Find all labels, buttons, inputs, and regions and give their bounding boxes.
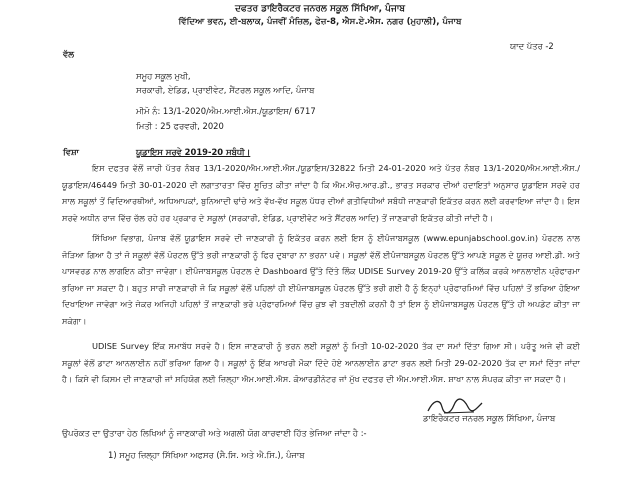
signatory-title: ਡਾਇਰੈਕਟਰ ਜਨਰਲ ਸਕੂਲ ਸਿੱਖਿਆ, ਪੰਜਾਬ [423, 413, 556, 423]
addressee-label: ਵੱਲ [63, 49, 74, 59]
memo-date: ਮਿਤੀ : 25 ਫਰਵਰੀ, 2020 [136, 121, 224, 131]
subject-text: ਯੂਡਾਇਸ ਸਰਵੇ 2019-20 ਸਬੰਧੀ। [136, 147, 251, 157]
endorsement-item-1: 1) ਸਮੂਹ ਜ਼ਿਲ੍ਹਾ ਸਿੱਖਿਆ ਅਫਸਰ (ਸੈ.ਸਿ. ਅਤੇ ਐ.ਸਿ.), ਪੰਜਾਬ [108, 450, 305, 460]
subject-label: ਵਿਸ਼ਾ [63, 147, 79, 157]
paragraph-1: ਇਸ ਦਫਤਰ ਵੱਲੋਂ ਜਾਰੀ ਪੱਤਰ ਨੰਬਰ 13/1-2020/ਐਮ.ਆਈ.ਐਸ./ਯੂਡਾਇਸ/32822 ਮਿਤੀ 24-01-2020 ਅਤੇ ਪੱਤਰ ਨੰਬਰ 13/1-2020/ਐਮ.ਆਈ.ਐਸ./ਯੂਡਾਇਸ/46449 ਮਿਤੀ 30-01-2020 ਦੀ ਲਗਾਤਾਰਤਾ ਵਿੱਚ ਸੂਚਿਤ ਕੀਤਾ ਜਾਂਦਾ ਹੈ ਕਿ ਐਮ.ਐਚ.ਆਰ.ਡੀ., ਭਾਰਤ ਸਰਕਾਰ ਦੀਆਂ ਹਦਾਇਤਾਂ ਅਨੁਸਾਰ ਯੂਡਾਇਸ ਸਰਵੇ ਹਰ ਸਾਲ ਸਕੂਲਾਂ ਤੋਂ ਵਿਦਿਆਰਥੀਆਂ, ਅਧਿਆਪਕਾਂ, ਬੁਨਿਆਦੀ ਢਾਂਚੇ ਅਤੇ ਵੱਖ-ਵੱਖ ਸਕੂਲ ਪੱਧਰ ਦੀਆਂ ਗਤੀਵਿਧੀਆਂ ਸਬੰਧੀ ਜਾਣਕਾਰੀ ਇਕੱਤਰ ਕਰਨ ਲਈ ਕਰਵਾਇਆ ਜਾਂਦਾ ਹੈ। ਇਸ ਸਰਵੇ ਅਧੀਨ ਰਾਜ ਵਿੱਚ ਚੱਲ ਰਹੇ ਹਰ ਪ੍ਰਕਾਰ ਦੇ ਸਕੂਲਾਂ (ਸਰਕਾਰੀ, ਏਡਿਡ, ਪ੍ਰਾਈਵੇਟ ਅਤੇ ਸੈਂਟਰਲ ਆਦਿ) ਤੋਂ ਜਾਣਕਾਰੀ ਇਕੱਤਰ ਕੀਤੀ ਜਾਂਦੀ ਹੈ। [62, 163, 580, 223]
memo-number: ਮੀਮੋ ਨੰ: 13/1-2020/ਐਮ.ਆਈ.ਐਸ./ਯੂਡਾਇਸ/ 6717 [136, 106, 316, 116]
office-address: ਵਿੱਦਿਆ ਭਵਨ, ਈ-ਬਲਾਕ, ਪੰਜਵੀਂ ਮੰਜ਼ਿਲ, ਫੇਜ਼-8, ਐਸ.ਏ.ਐਸ. ਨਗਰ (ਮੁਹਾਲੀ), ਪੰਜਾਬ [178, 17, 462, 27]
endorsement-text: ਉਪਰੋਕਤ ਦਾ ਉਤਾਰਾ ਹੇਠ ਲਿਖਿਆਂ ਨੂੰ ਜਾਣਕਾਰੀ ਅਤੇ ਅਗਲੀ ਯੋਗ ਕਾਰਵਾਈ ਹਿੱਤ ਭੇਜਿਆ ਜਾਂਦਾ ਹੈ :- [62, 428, 367, 438]
reminder-label: ਯਾਦ ਪੱਤਰ -2 [510, 41, 554, 51]
paragraph-3: UDISE Survey ਇੱਕ ਸਮਾਬੱਧ ਸਰਵੇ ਹੈ। ਇਸ ਜਾਣਕਾਰੀ ਨੂੰ ਭਰਨ ਲਈ ਸਕੂਲਾਂ ਨੂੰ ਮਿਤੀ 10-02-2020 ਤੱਕ ਦਾ ਸਮਾਂ ਦਿੱਤਾ ਗਿਆ ਸੀ। ਪਰੰਤੂ ਅਜੇ ਵੀ ਕਈ ਸਕੂਲਾਂ ਵੱਲੋਂ ਡਾਟਾ ਆਨਲਾਈਨ ਨਹੀਂ ਭਰਿਆ ਗਿਆ ਹੈ। ਸਕੂਲਾਂ ਨੂੰ ਇੱਕ ਆਖਰੀ ਮੌਕਾ ਦਿੰਦੇ ਹੋਏ ਆਨਲਾਈਨ ਡਾਟਾ ਭਰਨ ਲਈ ਮਿਤੀ 29-02-2020 ਤੱਕ ਦਾ ਸਮਾਂ ਦਿੱਤਾ ਜਾਂਦਾ ਹੈ। ਕਿਸੇ ਵੀ ਕਿਸਮ ਦੀ ਜਾਣਕਾਰੀ ਜਾਂ ਸਹਿਯੋਗ ਲਈ ਜ਼ਿਲ੍ਹਾ ਐਮ.ਆਈ.ਐਸ. ਕੋਆਰਡੀਨੇਟਰ ਜਾਂ ਮੁੱਖ ਦਫਤਰ ਦੀ ਐਮ.ਆਈ.ਐਸ. ਸ਼ਾਖਾ ਨਾਲ ਸੰਪਰਕ ਕੀਤਾ ਜਾ ਸਕਦਾ ਹੈ। [62, 341, 580, 385]
addressee-line-1: ਸਮੂਹ ਸਕੂਲ ਮੁਖੀ, [136, 71, 191, 81]
paragraph-2: ਸਿੱਖਿਆ ਵਿਭਾਗ, ਪੰਜਾਬ ਵੱਲੋਂ ਯੂਡਾਇਸ ਸਰਵੇ ਦੀ ਜਾਣਕਾਰੀ ਨੂੰ ਇਕੱਤਰ ਕਰਨ ਲਈ ਇਸ ਨੂੰ ਈਪੰਜਾਬਸਕੂਲ (www.epunjabschool.gov.in) ਪੋਰਟਲ ਨਾਲ ਜੋੜਿਆ ਗਿਆ ਹੈ ਤਾਂ ਜੋ ਸਕੂਲਾਂ ਵੱਲੋਂ ਪੋਰਟਲ ਉੱਤੇ ਭਰੀ ਜਾਣਕਾਰੀ ਨੂੰ ਫਿਰ ਦੁਬਾਰਾ ਨਾ ਭਰਨਾ ਪਵੇ। ਸਕੂਲਾਂ ਵੱਲੋਂ ਈਪੰਜਾਬਸਕੂਲ ਪੋਰਟਲ ਉੱਤੇ ਆਪਣੇ ਸਕੂਲ ਦੇ ਯੂਜ਼ਰ ਆਈ.ਡੀ. ਅਤੇ ਪਾਸਵਰਡ ਨਾਲ ਲਾਗਇਨ ਕੀਤਾ ਜਾਵੇਗਾ। ਈਪੰਜਾਬਸਕੂਲ ਪੋਰਟਲ ਦੇ Dashboard ਉੱਤੇ ਦਿੱਤੇ ਲਿੰਕ UDISE Survey 2019-20 ਉੱਤੇ ਕਲਿੱਕ ਕਰਕੇ ਆਨਲਾਈਨ ਪ੍ਰੋਫਾਰਮਾ ਭਰਿਆ ਜਾ ਸਕਦਾ ਹੈ। ਬਹੁਤ ਸਾਰੀ ਜਾਣਕਾਰੀ ਜੋ ਕਿ ਸਕੂਲਾਂ ਵੱਲੋਂ ਪਹਿਲਾਂ ਹੀ ਈਪੰਜਾਬਸਕੂਲ ਪੋਰਟਲ ਉੱਤੇ ਭਰੀ ਗਈ ਹੈ ਨੂੰ ਇਨ੍ਹਾਂ ਪ੍ਰੋਫਾਰਮਿਆਂ ਵਿੱਚ ਪਹਿਲਾਂ ਤੋਂ ਭਰਿਆ ਹੋਇਆ ਦਿਖਾਇਆ ਜਾਵੇਗਾ ਅਤੇ ਜੇਕਰ ਅਜਿਹੀ ਪਹਿਲਾਂ ਤੋਂ ਜਾਣਕਾਰੀ ਭਰੇ ਪ੍ਰੋਫਾਰਮਿਆਂ ਵਿੱਚ ਕੁਝ ਵੀ ਤਬਦੀਲੀ ਕਰਨੀ ਹੈ ਤਾਂ ਇਸ ਨੂੰ ਈਪੰਜਾਬਸਕੂਲ ਪੋਰਟਲ ਉੱਤੇ ਹੀ ਅਪਡੇਟ ਕੀਤਾ ਜਾ ਸਕੇਗਾ। [62, 233, 580, 326]
office-heading: ਦਫਤਰ ਡਾਇਰੈਕਟਰ ਜਨਰਲ ਸਕੂਲ ਸਿੱਖਿਆ, ਪੰਜਾਬ [234, 4, 406, 14]
addressee-line-2: ਸਰਕਾਰੀ, ਏਡਿਡ, ਪ੍ਰਾਈਵੇਟ, ਸੈਂਟਰਲ ਸਕੂਲ ਆਦਿ, ਪੰਜਾਬ [136, 85, 315, 95]
